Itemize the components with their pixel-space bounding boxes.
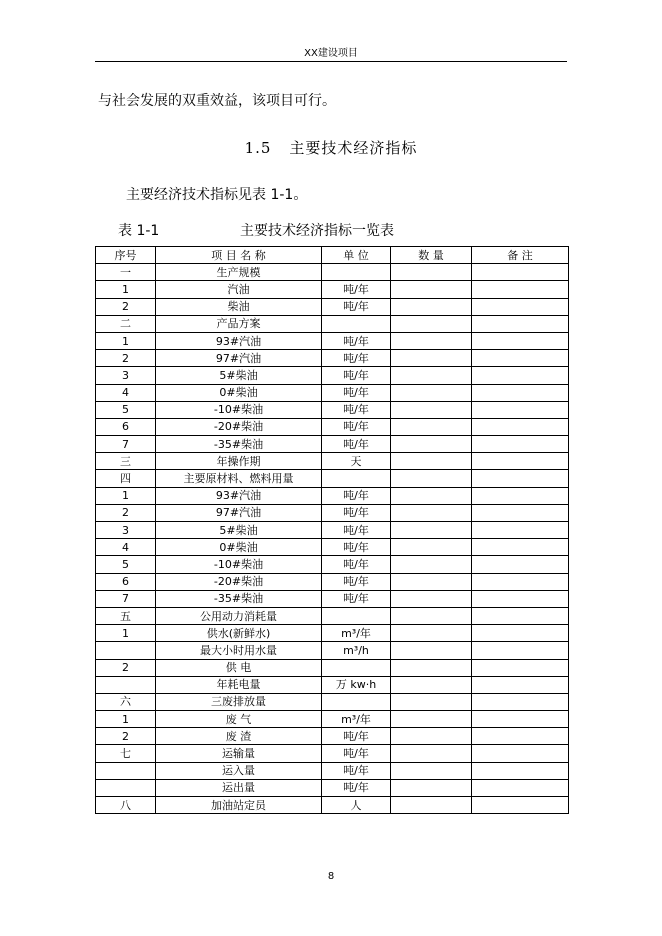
cell-item: 5#柴油 <box>156 522 322 539</box>
table-row <box>96 401 569 418</box>
cell-item: 公用动力消耗量 <box>156 607 322 624</box>
cell-remark <box>472 607 569 624</box>
cell-quantity <box>391 556 472 573</box>
cell-unit: m³/年 <box>322 711 391 728</box>
table-row <box>96 315 569 332</box>
cell-index: 1 <box>96 332 156 349</box>
table-row <box>96 590 569 607</box>
cell-index: 3 <box>96 367 156 384</box>
cell-item: 运入量 <box>156 762 322 779</box>
table-row <box>96 264 569 281</box>
cell-quantity <box>391 676 472 693</box>
cell-item: -35#柴油 <box>156 590 322 607</box>
cell-index: 7 <box>96 436 156 453</box>
cell-remark <box>472 418 569 435</box>
cell-quantity <box>391 470 472 487</box>
cell-item: -35#柴油 <box>156 436 322 453</box>
table-row <box>96 693 569 710</box>
cell-remark <box>472 762 569 779</box>
cell-item: 0#柴油 <box>156 539 322 556</box>
cell-quantity <box>391 642 472 659</box>
cell-quantity <box>391 779 472 796</box>
header-rule <box>95 61 567 62</box>
cell-remark <box>472 487 569 504</box>
cell-quantity <box>391 539 472 556</box>
cell-item: 97#汽油 <box>156 350 322 367</box>
cell-item: 产品方案 <box>156 315 322 332</box>
section-heading <box>0 137 662 158</box>
cell-quantity <box>391 264 472 281</box>
cell-index: 五 <box>96 607 156 624</box>
cell-index <box>96 779 156 796</box>
cell-remark <box>472 350 569 367</box>
table-row <box>96 797 569 814</box>
cell-unit <box>322 315 391 332</box>
table-row <box>96 676 569 693</box>
cell-item: 年耗电量 <box>156 676 322 693</box>
cell-item: 供水(新鲜水) <box>156 625 322 642</box>
table-header-row <box>96 247 569 264</box>
cell-unit: 吨/年 <box>322 522 391 539</box>
cell-quantity <box>391 659 472 676</box>
cell-remark <box>472 504 569 521</box>
paragraph-continuation: 与社会发展的双重效益，该项目可行。 <box>98 93 336 109</box>
section-number: 1.5 <box>244 139 272 157</box>
cell-remark <box>472 625 569 642</box>
cell-remark <box>472 693 569 710</box>
table-row <box>96 711 569 728</box>
table-row <box>96 573 569 590</box>
cell-index: 1 <box>96 625 156 642</box>
cell-index: 6 <box>96 573 156 590</box>
table-row <box>96 745 569 762</box>
cell-unit: 吨/年 <box>322 298 391 315</box>
cell-quantity <box>391 298 472 315</box>
cell-item: 93#汽油 <box>156 487 322 504</box>
cell-remark <box>472 573 569 590</box>
cell-quantity <box>391 487 472 504</box>
cell-index: 八 <box>96 797 156 814</box>
cell-quantity <box>391 711 472 728</box>
cell-item: -20#柴油 <box>156 418 322 435</box>
cell-item: 93#汽油 <box>156 332 322 349</box>
section-title: 主要技术经济指标 <box>289 139 418 157</box>
cell-index: 3 <box>96 522 156 539</box>
indicators-table <box>95 246 569 814</box>
table-row <box>96 539 569 556</box>
cell-unit: 万 kw·h <box>322 676 391 693</box>
cell-remark <box>472 745 569 762</box>
cell-index: 二 <box>96 315 156 332</box>
cell-unit: 吨/年 <box>322 418 391 435</box>
cell-index: 一 <box>96 264 156 281</box>
cell-index: 2 <box>96 728 156 745</box>
column-header-remark: 备 注 <box>472 247 569 264</box>
cell-remark <box>472 384 569 401</box>
table-row <box>96 470 569 487</box>
cell-item: 主要原材料、燃料用量 <box>156 470 322 487</box>
cell-quantity <box>391 745 472 762</box>
cell-unit: 吨/年 <box>322 504 391 521</box>
cell-unit: 天 <box>322 453 391 470</box>
cell-remark <box>472 401 569 418</box>
cell-unit <box>322 693 391 710</box>
table-row <box>96 504 569 521</box>
table-body <box>96 264 569 814</box>
cell-remark <box>472 797 569 814</box>
cell-index: 七 <box>96 745 156 762</box>
cell-unit: 吨/年 <box>322 332 391 349</box>
cell-index <box>96 762 156 779</box>
cell-remark <box>472 590 569 607</box>
cell-item: 废 渣 <box>156 728 322 745</box>
cell-unit: m³/年 <box>322 625 391 642</box>
cell-unit <box>322 659 391 676</box>
cell-remark <box>472 436 569 453</box>
cell-index: 四 <box>96 470 156 487</box>
cell-unit: 吨/年 <box>322 384 391 401</box>
cell-quantity <box>391 332 472 349</box>
table-caption-title: 主要技术经济指标一览表 <box>240 223 394 239</box>
page-header: XX建设项目 <box>304 48 358 59</box>
cell-unit <box>322 470 391 487</box>
cell-unit: 吨/年 <box>322 762 391 779</box>
cell-remark <box>472 659 569 676</box>
cell-quantity <box>391 418 472 435</box>
table-row <box>96 487 569 504</box>
cell-index: 2 <box>96 350 156 367</box>
cell-quantity <box>391 797 472 814</box>
cell-index: 4 <box>96 384 156 401</box>
cell-index: 三 <box>96 453 156 470</box>
cell-index: 2 <box>96 298 156 315</box>
cell-unit <box>322 607 391 624</box>
cell-unit: 吨/年 <box>322 436 391 453</box>
cell-item: 三废排放量 <box>156 693 322 710</box>
cell-item: 运出量 <box>156 779 322 796</box>
table-row <box>96 418 569 435</box>
column-header-index: 序号 <box>96 247 156 264</box>
cell-unit: 吨/年 <box>322 350 391 367</box>
cell-remark <box>472 332 569 349</box>
cell-remark <box>472 453 569 470</box>
cell-item: 5#柴油 <box>156 367 322 384</box>
cell-unit: 吨/年 <box>322 573 391 590</box>
cell-item: 运输量 <box>156 745 322 762</box>
cell-index: 6 <box>96 418 156 435</box>
cell-unit <box>322 264 391 281</box>
cell-item: 柴油 <box>156 298 322 315</box>
cell-item: 0#柴油 <box>156 384 322 401</box>
cell-index <box>96 676 156 693</box>
page-number: 8 <box>327 871 335 882</box>
table-row <box>96 779 569 796</box>
table-row <box>96 436 569 453</box>
table-row <box>96 384 569 401</box>
cell-index: 5 <box>96 401 156 418</box>
table-row <box>96 367 569 384</box>
cell-remark <box>472 676 569 693</box>
cell-item: 废 气 <box>156 711 322 728</box>
cell-quantity <box>391 728 472 745</box>
cell-unit: 吨/年 <box>322 539 391 556</box>
cell-index: 7 <box>96 590 156 607</box>
cell-quantity <box>391 762 472 779</box>
cell-remark <box>472 522 569 539</box>
cell-remark <box>472 728 569 745</box>
column-header-unit: 单 位 <box>322 247 391 264</box>
cell-item: -10#柴油 <box>156 401 322 418</box>
cell-unit: 吨/年 <box>322 281 391 298</box>
cell-quantity <box>391 625 472 642</box>
column-header-item: 项 目 名 称 <box>156 247 322 264</box>
table-row <box>96 659 569 676</box>
table-row <box>96 607 569 624</box>
table-row <box>96 762 569 779</box>
cell-quantity <box>391 401 472 418</box>
cell-item: -10#柴油 <box>156 556 322 573</box>
cell-unit: m³/h <box>322 642 391 659</box>
cell-remark <box>472 367 569 384</box>
cell-unit: 人 <box>322 797 391 814</box>
cell-quantity <box>391 315 472 332</box>
table-row <box>96 642 569 659</box>
cell-quantity <box>391 590 472 607</box>
table-row <box>96 453 569 470</box>
cell-remark <box>472 281 569 298</box>
cell-index: 2 <box>96 659 156 676</box>
cell-quantity <box>391 350 472 367</box>
table-row <box>96 522 569 539</box>
cell-remark <box>472 642 569 659</box>
cell-remark <box>472 711 569 728</box>
cell-item: 97#汽油 <box>156 504 322 521</box>
paragraph-table-reference: 主要经济技术指标见表 1-1。 <box>126 187 308 203</box>
table-row <box>96 281 569 298</box>
table-row <box>96 625 569 642</box>
table-row <box>96 298 569 315</box>
cell-item: 供 电 <box>156 659 322 676</box>
cell-unit: 吨/年 <box>322 728 391 745</box>
cell-remark <box>472 539 569 556</box>
cell-unit: 吨/年 <box>322 590 391 607</box>
cell-unit: 吨/年 <box>322 745 391 762</box>
cell-remark <box>472 556 569 573</box>
cell-item: 汽油 <box>156 281 322 298</box>
cell-quantity <box>391 367 472 384</box>
cell-remark <box>472 298 569 315</box>
cell-index <box>96 642 156 659</box>
cell-unit: 吨/年 <box>322 779 391 796</box>
cell-index: 4 <box>96 539 156 556</box>
cell-remark <box>472 779 569 796</box>
cell-unit: 吨/年 <box>322 367 391 384</box>
cell-index: 1 <box>96 281 156 298</box>
cell-quantity <box>391 522 472 539</box>
cell-remark <box>472 315 569 332</box>
cell-item: 最大小时用水量 <box>156 642 322 659</box>
cell-quantity <box>391 693 472 710</box>
table-row <box>96 556 569 573</box>
cell-quantity <box>391 453 472 470</box>
cell-index: 5 <box>96 556 156 573</box>
cell-item: 加油站定员 <box>156 797 322 814</box>
cell-item: 生产规模 <box>156 264 322 281</box>
cell-item: -20#柴油 <box>156 573 322 590</box>
cell-quantity <box>391 504 472 521</box>
table-row <box>96 350 569 367</box>
cell-index: 六 <box>96 693 156 710</box>
cell-unit: 吨/年 <box>322 556 391 573</box>
cell-index: 2 <box>96 504 156 521</box>
cell-item: 年操作期 <box>156 453 322 470</box>
cell-remark <box>472 264 569 281</box>
cell-index: 1 <box>96 711 156 728</box>
cell-quantity <box>391 607 472 624</box>
cell-quantity <box>391 281 472 298</box>
cell-unit: 吨/年 <box>322 487 391 504</box>
column-header-quantity: 数 量 <box>391 247 472 264</box>
cell-unit: 吨/年 <box>322 401 391 418</box>
table-row <box>96 332 569 349</box>
table-row <box>96 728 569 745</box>
cell-remark <box>472 470 569 487</box>
table-caption-number: 表 1-1 <box>118 223 160 239</box>
cell-quantity <box>391 573 472 590</box>
cell-quantity <box>391 436 472 453</box>
cell-quantity <box>391 384 472 401</box>
cell-index: 1 <box>96 487 156 504</box>
